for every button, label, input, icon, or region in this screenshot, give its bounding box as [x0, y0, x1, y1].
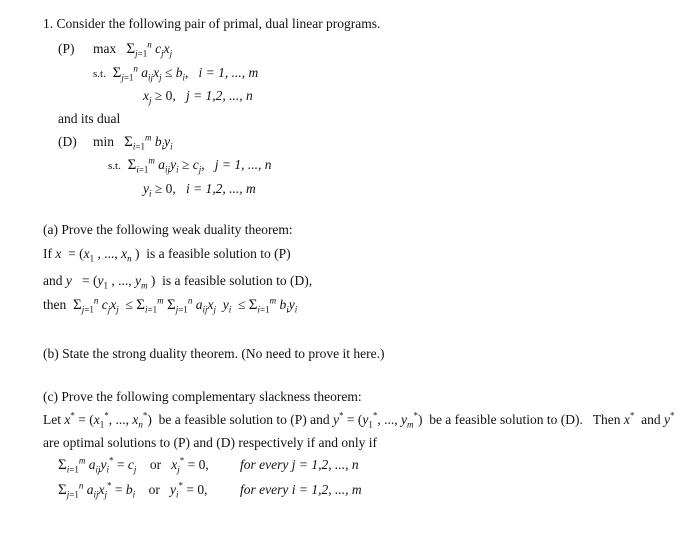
feasible-p-text: be a feasible solution to (P) and: [158, 412, 330, 427]
dual-label: (D): [58, 134, 77, 149]
part-c-let-line: Let $x^* = (x_1^*$, ..., $x_n^*$) be a feasible solution to (P) and $y^* = (y_1^*$, ..., $y_m^*$) be a feasible solution to (D). Then x* and y*: [43, 410, 675, 430]
primal-label: (P): [58, 41, 75, 56]
y-def-tail: is a feasible solution to (D),: [162, 273, 313, 288]
and-its-dual: and its dual: [58, 111, 121, 126]
primal-nonneg: $x_j \ge 0$, j = 1,2, ..., n: [143, 88, 253, 106]
part-a-then-line: then $\Sigma_{j=1}^n$ $c_jx_j \le \Sigma_{i=1}^m$ $\Sigma_{j=1}^n$ $a_{ij}x_j$ $y_i \le \Sigma_{i=1}^m$ $b_iy_i$: [43, 295, 298, 315]
and-word-c: and: [641, 412, 661, 427]
dual-index-i: i = 1,2, ..., m: [185, 181, 256, 196]
or-word-2: or: [148, 482, 160, 497]
part-a-and-line: and $y = (y_1$ , ..., $y_m$ ) is a feasible solution to (D),: [43, 273, 313, 291]
primal-constraint: s.t. $\Sigma_{j=1}^n$ $a_{ij}x_j \le b_i$, i = 1, ..., m: [93, 63, 259, 83]
intro-text: Consider the following pair of primal, dual linear programs.: [56, 16, 381, 31]
part-a-if-line: If $x = (x_1$ , ..., $x_n$ ) is a feasible solution to (P): [43, 246, 291, 264]
cs-condition-2: $\Sigma_{j=1}^n$ $a_{ij}x_j^* = b_i$ or $y_i^* = 0$,: [58, 480, 208, 500]
or-word-1: or: [149, 457, 162, 472]
primal-st-keyword: s.t.: [93, 68, 106, 80]
let-word: Let: [43, 412, 61, 427]
dual-objective: min $\Sigma_{i=1}^m$ $b_iy_i$: [93, 132, 173, 152]
primal-index-j: j = 1,2, ..., n: [185, 88, 253, 103]
dual-constraint: s.t. $\Sigma_{i=1}^m$ $a_{ij}y_i \ge c_j$, j = 1, ..., n: [108, 155, 272, 175]
dual-st-keyword: s.t.: [108, 160, 121, 172]
cs-condition-1: $\Sigma_{i=1}^m$ $a_{ij}y_i^* = c_j$ or $x_j^* = 0$,: [58, 455, 209, 475]
dual-nonneg: $y_i \ge 0$, i = 1,2, ..., m: [143, 181, 256, 199]
problem-intro: [43, 16, 380, 32]
primal-objective: max $\Sigma_{j=1}^n$ $c_jx_j$: [93, 39, 173, 59]
cs-condition-2-tail: for every i = 1,2, ..., m: [240, 482, 362, 497]
then-word-c: Then: [592, 412, 621, 427]
then-word: then: [43, 297, 67, 312]
dual-min-keyword: min: [93, 134, 115, 149]
part-b-heading: (b) State the strong duality theorem. (No need to prove it here.): [43, 346, 385, 361]
part-c-heading: (c) Prove the following complementary slackness theorem:: [43, 389, 362, 404]
part-a-heading: (a) Prove the following weak duality theorem:: [43, 222, 293, 237]
primal-index-i: i = 1, ..., m: [198, 65, 259, 80]
if-word: If: [43, 246, 52, 261]
dual-index-j: j = 1, ..., n: [214, 157, 272, 172]
and-word: and: [43, 273, 63, 288]
feasible-d-text: be a feasible solution to (D).: [429, 412, 583, 427]
optimal-line: are optimal solutions to (P) and (D) respectively if and only if: [43, 435, 378, 450]
x-def-tail: is a feasible solution to (P): [146, 246, 291, 261]
problem-number: 1.: [43, 16, 54, 31]
cs-condition-1-tail: for every j = 1,2, ..., n: [240, 457, 359, 472]
primal-max-keyword: max: [93, 41, 117, 56]
